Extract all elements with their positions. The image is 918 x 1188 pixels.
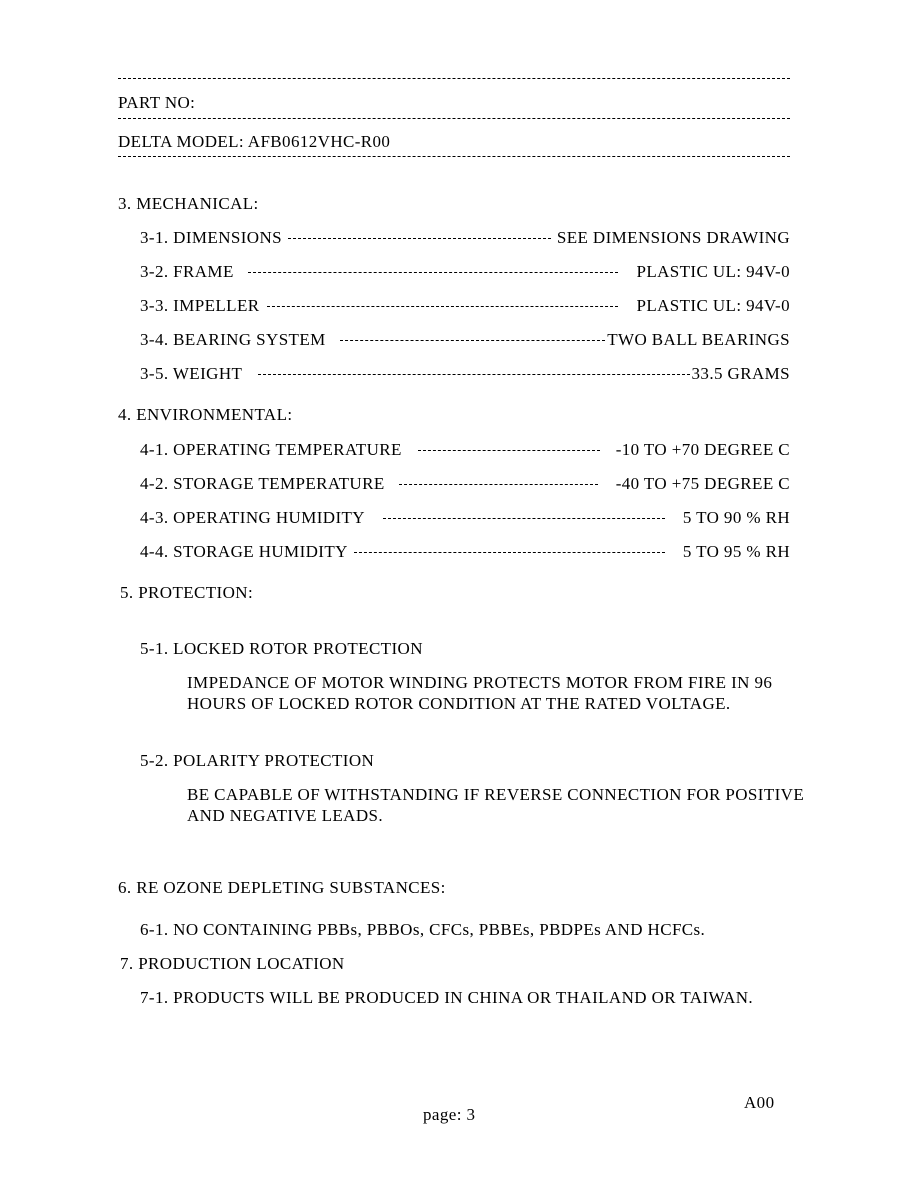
part-no-label: PART NO: <box>118 93 196 112</box>
spec-value: -40 TO +75 DEGREE C <box>615 474 790 493</box>
leader-dashes <box>288 238 551 239</box>
spec-row-operating-temperature <box>140 439 790 461</box>
spec-row-bearing-system <box>140 329 790 351</box>
spec-value: 5 TO 95 % RH <box>682 542 790 561</box>
spec-value: SEE DIMENSIONS DRAWING <box>556 228 790 247</box>
header-rule-bottom <box>118 156 790 157</box>
spec-label: 4-1. OPERATING TEMPERATURE <box>140 440 402 459</box>
leader-dashes <box>267 306 618 307</box>
locked-rotor-title: 5-1. LOCKED ROTOR PROTECTION <box>140 639 423 658</box>
section-location-heading: 7. PRODUCTION LOCATION <box>120 954 345 973</box>
spec-row-storage-humidity <box>140 541 790 563</box>
section-ozone-heading: 6. RE OZONE DEPLETING SUBSTANCES: <box>118 878 446 897</box>
spec-label: 3-5. WEIGHT <box>140 364 243 383</box>
leader-dashes <box>258 374 689 375</box>
leader-dashes <box>248 272 619 273</box>
spec-label: 3-1. DIMENSIONS <box>140 228 282 247</box>
spec-value: PLASTIC UL: 94V-0 <box>636 262 790 281</box>
spec-row-dimensions <box>140 227 790 249</box>
locked-rotor-text-line1: IMPEDANCE OF MOTOR WINDING PROTECTS MOTOR FROM FIRE IN 96 <box>187 673 773 692</box>
header-rule-middle <box>118 118 790 119</box>
spec-row-weight <box>140 363 790 385</box>
spec-row-storage-temperature <box>140 473 790 495</box>
spec-value: 33.5 GRAMS <box>691 364 790 383</box>
spec-row-operating-humidity <box>140 507 790 529</box>
page-number: page: 3 <box>423 1105 476 1124</box>
delta-model-label: DELTA MODEL: AFB0612VHC-R00 <box>118 132 391 151</box>
spec-label: 3-4. BEARING SYSTEM <box>140 330 326 349</box>
spec-value: -10 TO +70 DEGREE C <box>615 440 790 459</box>
spec-label: 3-2. FRAME <box>140 262 234 281</box>
spec-value: PLASTIC UL: 94V-0 <box>636 296 790 315</box>
locked-rotor-text-line2: HOURS OF LOCKED ROTOR CONDITION AT THE RATED VOLTAGE. <box>187 694 731 713</box>
leader-dashes <box>340 340 606 341</box>
spec-row-frame <box>140 261 790 283</box>
polarity-text-line1: BE CAPABLE OF WITHSTANDING IF REVERSE CONNECTION FOR POSITIVE <box>187 785 805 804</box>
leader-dashes <box>383 518 665 519</box>
polarity-text-line2: AND NEGATIVE LEADS. <box>187 806 383 825</box>
revision-label: A00 <box>744 1093 775 1112</box>
spec-value: 5 TO 90 % RH <box>682 508 790 527</box>
spec-label: 4-2. STORAGE TEMPERATURE <box>140 474 385 493</box>
leader-dashes <box>418 450 600 451</box>
ozone-item: 6-1. NO CONTAINING PBBs, PBBOs, CFCs, PBBEs, PBDPEs AND HCFCs. <box>140 920 706 939</box>
spec-label: 3-3. IMPELLER <box>140 296 260 315</box>
header-rule-top <box>118 78 790 79</box>
leader-dashes <box>354 552 665 553</box>
spec-row-impeller <box>140 295 790 317</box>
leader-dashes <box>399 484 598 485</box>
spec-label: 4-4. STORAGE HUMIDITY <box>140 542 348 561</box>
section-protection-heading: 5. PROTECTION: <box>120 583 254 602</box>
section-mechanical-heading: 3. MECHANICAL: <box>118 194 259 213</box>
location-item: 7-1. PRODUCTS WILL BE PRODUCED IN CHINA OR THAILAND OR TAIWAN. <box>140 988 754 1007</box>
spec-value: TWO BALL BEARINGS <box>607 330 790 349</box>
polarity-title: 5-2. POLARITY PROTECTION <box>140 751 375 770</box>
section-environmental-heading: 4. ENVIRONMENTAL: <box>118 405 293 424</box>
spec-label: 4-3. OPERATING HUMIDITY <box>140 508 365 527</box>
